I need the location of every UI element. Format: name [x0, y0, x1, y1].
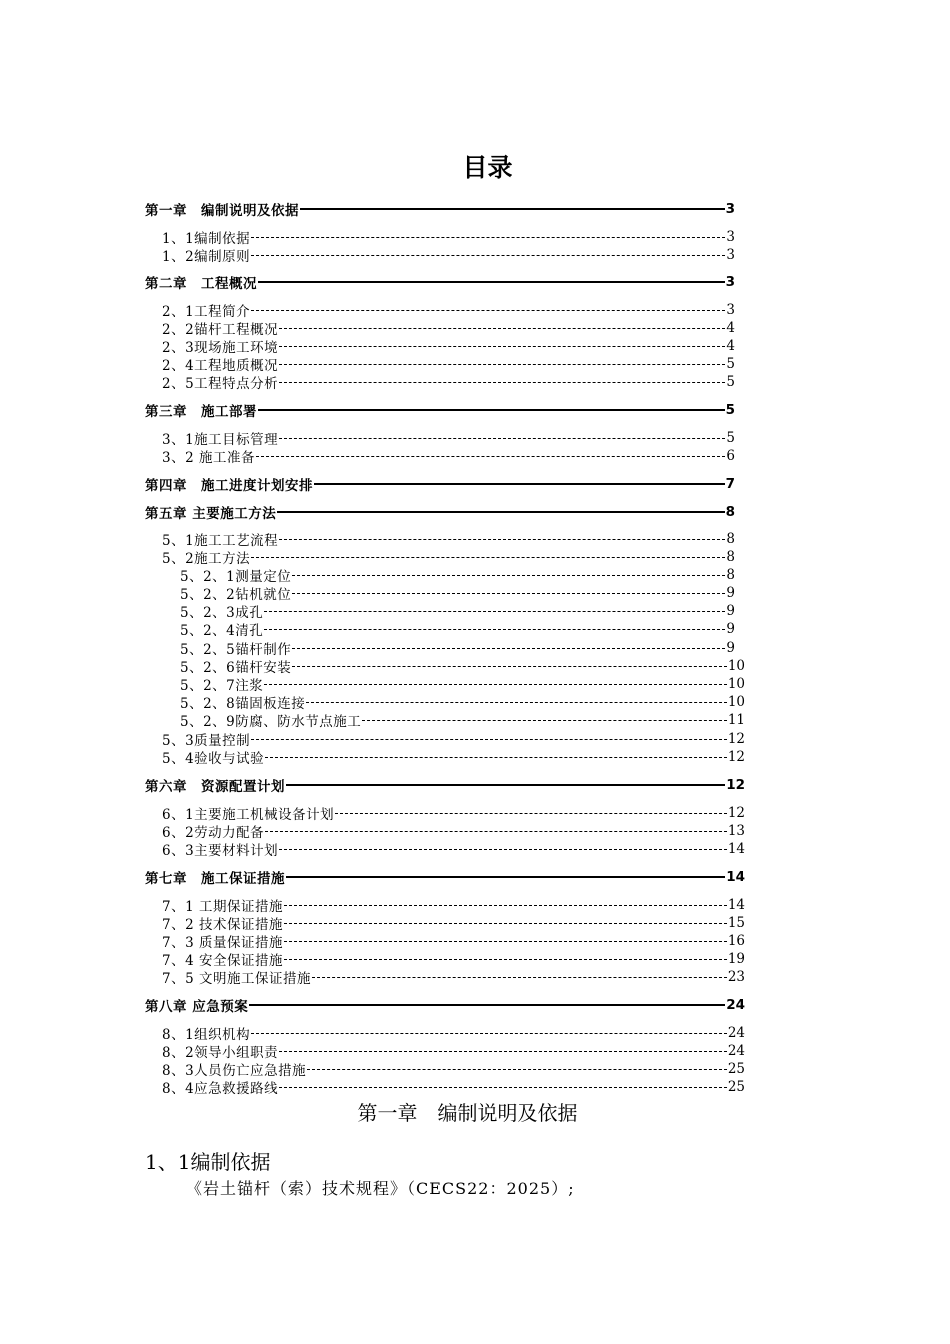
toc-section-entry[interactable] [180, 602, 735, 620]
chapter-heading: 第一章 编制说明及依据 [357, 1101, 578, 1125]
toc-page-number: 4 [726, 338, 735, 354]
toc-leader-line [286, 876, 725, 878]
toc-page-number: 12 [726, 777, 745, 793]
toc-leader-line [362, 720, 727, 721]
toc-leader-line [251, 557, 725, 558]
toc-section-entry[interactable] [162, 730, 745, 748]
toc-leader-line [286, 784, 725, 786]
toc-chapter-entry[interactable] [145, 996, 745, 1014]
toc-section-entry[interactable] [162, 319, 735, 337]
toc-entry-label: 第二章 工程概况 [145, 276, 257, 291]
toc-leader-line [251, 1033, 727, 1034]
toc-section-entry[interactable] [162, 301, 735, 319]
toc-entry-label: 第四章 施工进度计划安排 [145, 478, 313, 493]
toc-entry-label: 5、2、6锚杆安装 [180, 660, 292, 675]
toc-entry-label: 8、4应急救援路线 [162, 1081, 279, 1096]
toc-entry-label: 8、2领导小组职责 [162, 1045, 279, 1060]
toc-section-entry[interactable] [162, 932, 745, 950]
toc-page-number: 8 [726, 549, 735, 565]
toc-leader-line [284, 959, 727, 960]
toc-entry-label: 7、2 技术保证措施 [162, 917, 283, 932]
toc-section-entry[interactable] [180, 566, 735, 584]
toc-entry-label: 5、2、3成孔 [180, 605, 264, 620]
toc-section-entry[interactable] [162, 914, 745, 932]
toc-page-number: 12 [727, 749, 745, 765]
toc-leader-line [277, 511, 724, 513]
toc-section-entry[interactable] [162, 1042, 745, 1060]
toc-leader-line [284, 905, 727, 906]
toc-entry-label: 2、1工程简介 [162, 304, 251, 319]
toc-entry-label: 第八章 应急预案 [145, 999, 249, 1014]
toc-page-number: 5 [726, 356, 735, 372]
toc-leader-line [335, 813, 727, 814]
toc-leader-line [279, 539, 725, 540]
toc-page-number: 19 [727, 951, 745, 967]
toc-entry-label: 5、2、7注浆 [180, 678, 264, 693]
toc-chapter-entry[interactable] [145, 475, 735, 493]
toc-leader-line [284, 941, 727, 942]
toc-section-entry[interactable] [180, 711, 745, 729]
toc-leader-line [312, 977, 727, 978]
toc-chapter-entry[interactable] [145, 776, 745, 794]
toc-entry-label: 6、2劳动力配备 [162, 825, 265, 840]
toc-entry-label: 8、3人员伤亡应急措施 [162, 1063, 307, 1078]
toc-section-entry[interactable] [180, 657, 745, 675]
toc-page-number: 14 [726, 869, 745, 885]
toc-section-entry[interactable] [162, 429, 735, 447]
toc-leader-line [306, 702, 727, 703]
toc-entry-label: 7、4 安全保证措施 [162, 953, 283, 968]
toc-page-number: 24 [727, 1025, 745, 1041]
toc-section-entry[interactable] [162, 447, 735, 465]
toc-entry-label: 5、2、5锚杆制作 [180, 642, 292, 657]
toc-entry-label: 第五章 主要施工方法 [145, 506, 277, 521]
toc-leader-line [300, 208, 725, 210]
toc-page-number: 10 [727, 694, 745, 710]
toc-section-entry[interactable] [162, 950, 745, 968]
toc-entry-label: 5、2、8锚固板连接 [180, 696, 306, 711]
toc-leader-line [279, 1051, 727, 1052]
toc-page-number: 10 [727, 658, 745, 674]
toc-leader-line [284, 923, 727, 924]
toc-leader-line [256, 456, 725, 457]
toc-entry-label: 5、2、1测量定位 [180, 569, 292, 584]
toc-leader-line [292, 575, 725, 576]
toc-entry-label: 6、1主要施工机械设备计划 [162, 807, 335, 822]
toc-entry-label: 3、2 施工准备 [162, 450, 255, 465]
toc-page-number: 15 [727, 915, 745, 931]
toc-entry-label: 2、4工程地质概况 [162, 358, 279, 373]
toc-entry-label: 5、2、4清孔 [180, 623, 264, 638]
toc-entry-label: 第六章 资源配置计划 [145, 779, 285, 794]
toc-section-entry[interactable] [162, 355, 735, 373]
toc-leader-line [279, 1087, 727, 1088]
toc-page-number: 11 [727, 712, 745, 728]
toc-entry-label: 1、1编制依据 [162, 231, 251, 246]
toc-section-entry[interactable] [180, 639, 735, 657]
section-heading: 1、1编制依据 [145, 1150, 271, 1174]
toc-entry-label: 1、2编制原则 [162, 249, 251, 264]
toc-entry-label: 7、3 质量保证措施 [162, 935, 283, 950]
toc-entry-label: 7、5 文明施工保证措施 [162, 971, 311, 986]
toc-page-number: 3 [725, 274, 735, 290]
toc-page-number: 3 [726, 229, 735, 245]
toc-page-number: 25 [727, 1079, 745, 1095]
toc-page-number: 9 [726, 585, 735, 601]
toc-entry-label: 6、3主要材料计划 [162, 843, 279, 858]
toc-entry-label: 5、2、2钻机就位 [180, 587, 292, 602]
toc-entry-label: 5、2、9防腐、防水节点施工 [180, 714, 362, 729]
toc-page-number: 3 [726, 302, 735, 318]
toc-leader-line [279, 438, 725, 439]
toc-section-entry[interactable] [162, 748, 745, 766]
toc-leader-line [264, 684, 727, 685]
toc-title: 目录 [462, 153, 513, 182]
toc-leader-line [292, 593, 725, 594]
toc-leader-line [279, 346, 725, 347]
toc-section-entry[interactable] [162, 548, 735, 566]
toc-section-entry[interactable] [162, 840, 745, 858]
toc-leader-line [251, 255, 725, 256]
toc-leader-line [258, 409, 725, 411]
toc-leader-line [279, 849, 727, 850]
toc-page-number: 10 [727, 676, 745, 692]
toc-leader-line [264, 629, 725, 630]
toc-leader-line [265, 831, 727, 832]
toc-entry-label: 5、3质量控制 [162, 733, 251, 748]
toc-section-entry[interactable] [162, 804, 745, 822]
toc-page-number: 4 [726, 320, 735, 336]
toc-page-number: 6 [726, 448, 735, 464]
toc-entry-label: 8、1组织机构 [162, 1027, 251, 1042]
toc-leader-line [314, 483, 725, 485]
toc-section-entry[interactable] [162, 822, 745, 840]
toc-leader-line [279, 382, 725, 383]
toc-page-number: 24 [726, 997, 745, 1013]
toc-page-number: 3 [726, 247, 735, 263]
toc-leader-line [265, 757, 727, 758]
toc-page-number: 5 [726, 374, 735, 390]
toc-leader-line [251, 310, 725, 311]
toc-entry-label: 2、2锚杆工程概况 [162, 322, 279, 337]
toc-leader-line [249, 1004, 725, 1006]
toc-entry-label: 第三章 施工部署 [145, 404, 257, 419]
toc-entry-label: 5、4验收与试验 [162, 751, 265, 766]
toc-leader-line [292, 666, 727, 667]
toc-leader-line [251, 739, 727, 740]
toc-entry-label: 5、2施工方法 [162, 551, 251, 566]
toc-page-number: 24 [727, 1043, 745, 1059]
toc-section-entry[interactable] [162, 1078, 745, 1096]
toc-page-number: 25 [727, 1061, 745, 1077]
body-paragraph: 《岩土锚杆（索）技术规程》（CECS22：2025）; [186, 1179, 575, 1198]
toc-leader-line [279, 364, 725, 365]
toc-leader-line [292, 648, 725, 649]
toc-section-entry[interactable] [180, 693, 745, 711]
toc-section-entry[interactable] [162, 373, 735, 391]
toc-section-entry[interactable] [180, 584, 735, 602]
toc-entry-label: 第七章 施工保证措施 [145, 871, 285, 886]
toc-section-entry[interactable] [162, 337, 735, 355]
toc-leader-line [258, 281, 725, 283]
toc-page-number: 23 [727, 969, 745, 985]
toc-chapter-entry[interactable] [145, 273, 735, 291]
toc-chapter-entry[interactable] [145, 200, 735, 218]
toc-section-entry[interactable] [162, 896, 745, 914]
toc-page-number: 5 [726, 430, 735, 446]
toc-section-entry[interactable] [180, 675, 745, 693]
toc-section-entry[interactable] [162, 1024, 745, 1042]
toc-leader-line [307, 1069, 727, 1070]
toc-section-entry[interactable] [162, 246, 735, 264]
toc-leader-line [251, 237, 725, 238]
toc-entry-label: 第一章 编制说明及依据 [145, 203, 299, 218]
toc-section-entry[interactable] [162, 228, 735, 246]
toc-chapter-entry[interactable] [145, 503, 735, 521]
toc-entry-label: 2、5工程特点分析 [162, 376, 279, 391]
toc-section-entry[interactable] [162, 968, 745, 986]
toc-page-number: 16 [727, 933, 745, 949]
toc-chapter-entry[interactable] [145, 401, 735, 419]
toc-page-number: 12 [727, 805, 745, 821]
toc-page-number: 9 [726, 640, 735, 656]
toc-page-number: 14 [727, 841, 745, 857]
toc-page-number: 8 [725, 504, 735, 520]
toc-page-number: 9 [726, 603, 735, 619]
toc-section-entry[interactable] [162, 530, 735, 548]
toc-entry-label: 2、3现场施工环境 [162, 340, 279, 355]
toc-entry-label: 3、1施工目标管理 [162, 432, 279, 447]
toc-entry-label: 7、1 工期保证措施 [162, 899, 283, 914]
toc-page-number: 5 [725, 402, 735, 418]
toc-section-entry[interactable] [162, 1060, 745, 1078]
toc-page-number: 14 [727, 897, 745, 913]
toc-section-entry[interactable] [180, 620, 735, 638]
toc-page-number: 9 [726, 621, 735, 637]
toc-page-number: 13 [727, 823, 745, 839]
toc-leader-line [279, 328, 725, 329]
toc-entry-label: 5、1施工工艺流程 [162, 533, 279, 548]
toc-page-number: 8 [726, 531, 735, 547]
toc-page-number: 3 [725, 201, 735, 217]
toc-chapter-entry[interactable] [145, 868, 745, 886]
toc-leader-line [264, 611, 725, 612]
toc-page-number: 7 [725, 476, 735, 492]
toc-page-number: 8 [726, 567, 735, 583]
toc-page-number: 12 [727, 731, 745, 747]
